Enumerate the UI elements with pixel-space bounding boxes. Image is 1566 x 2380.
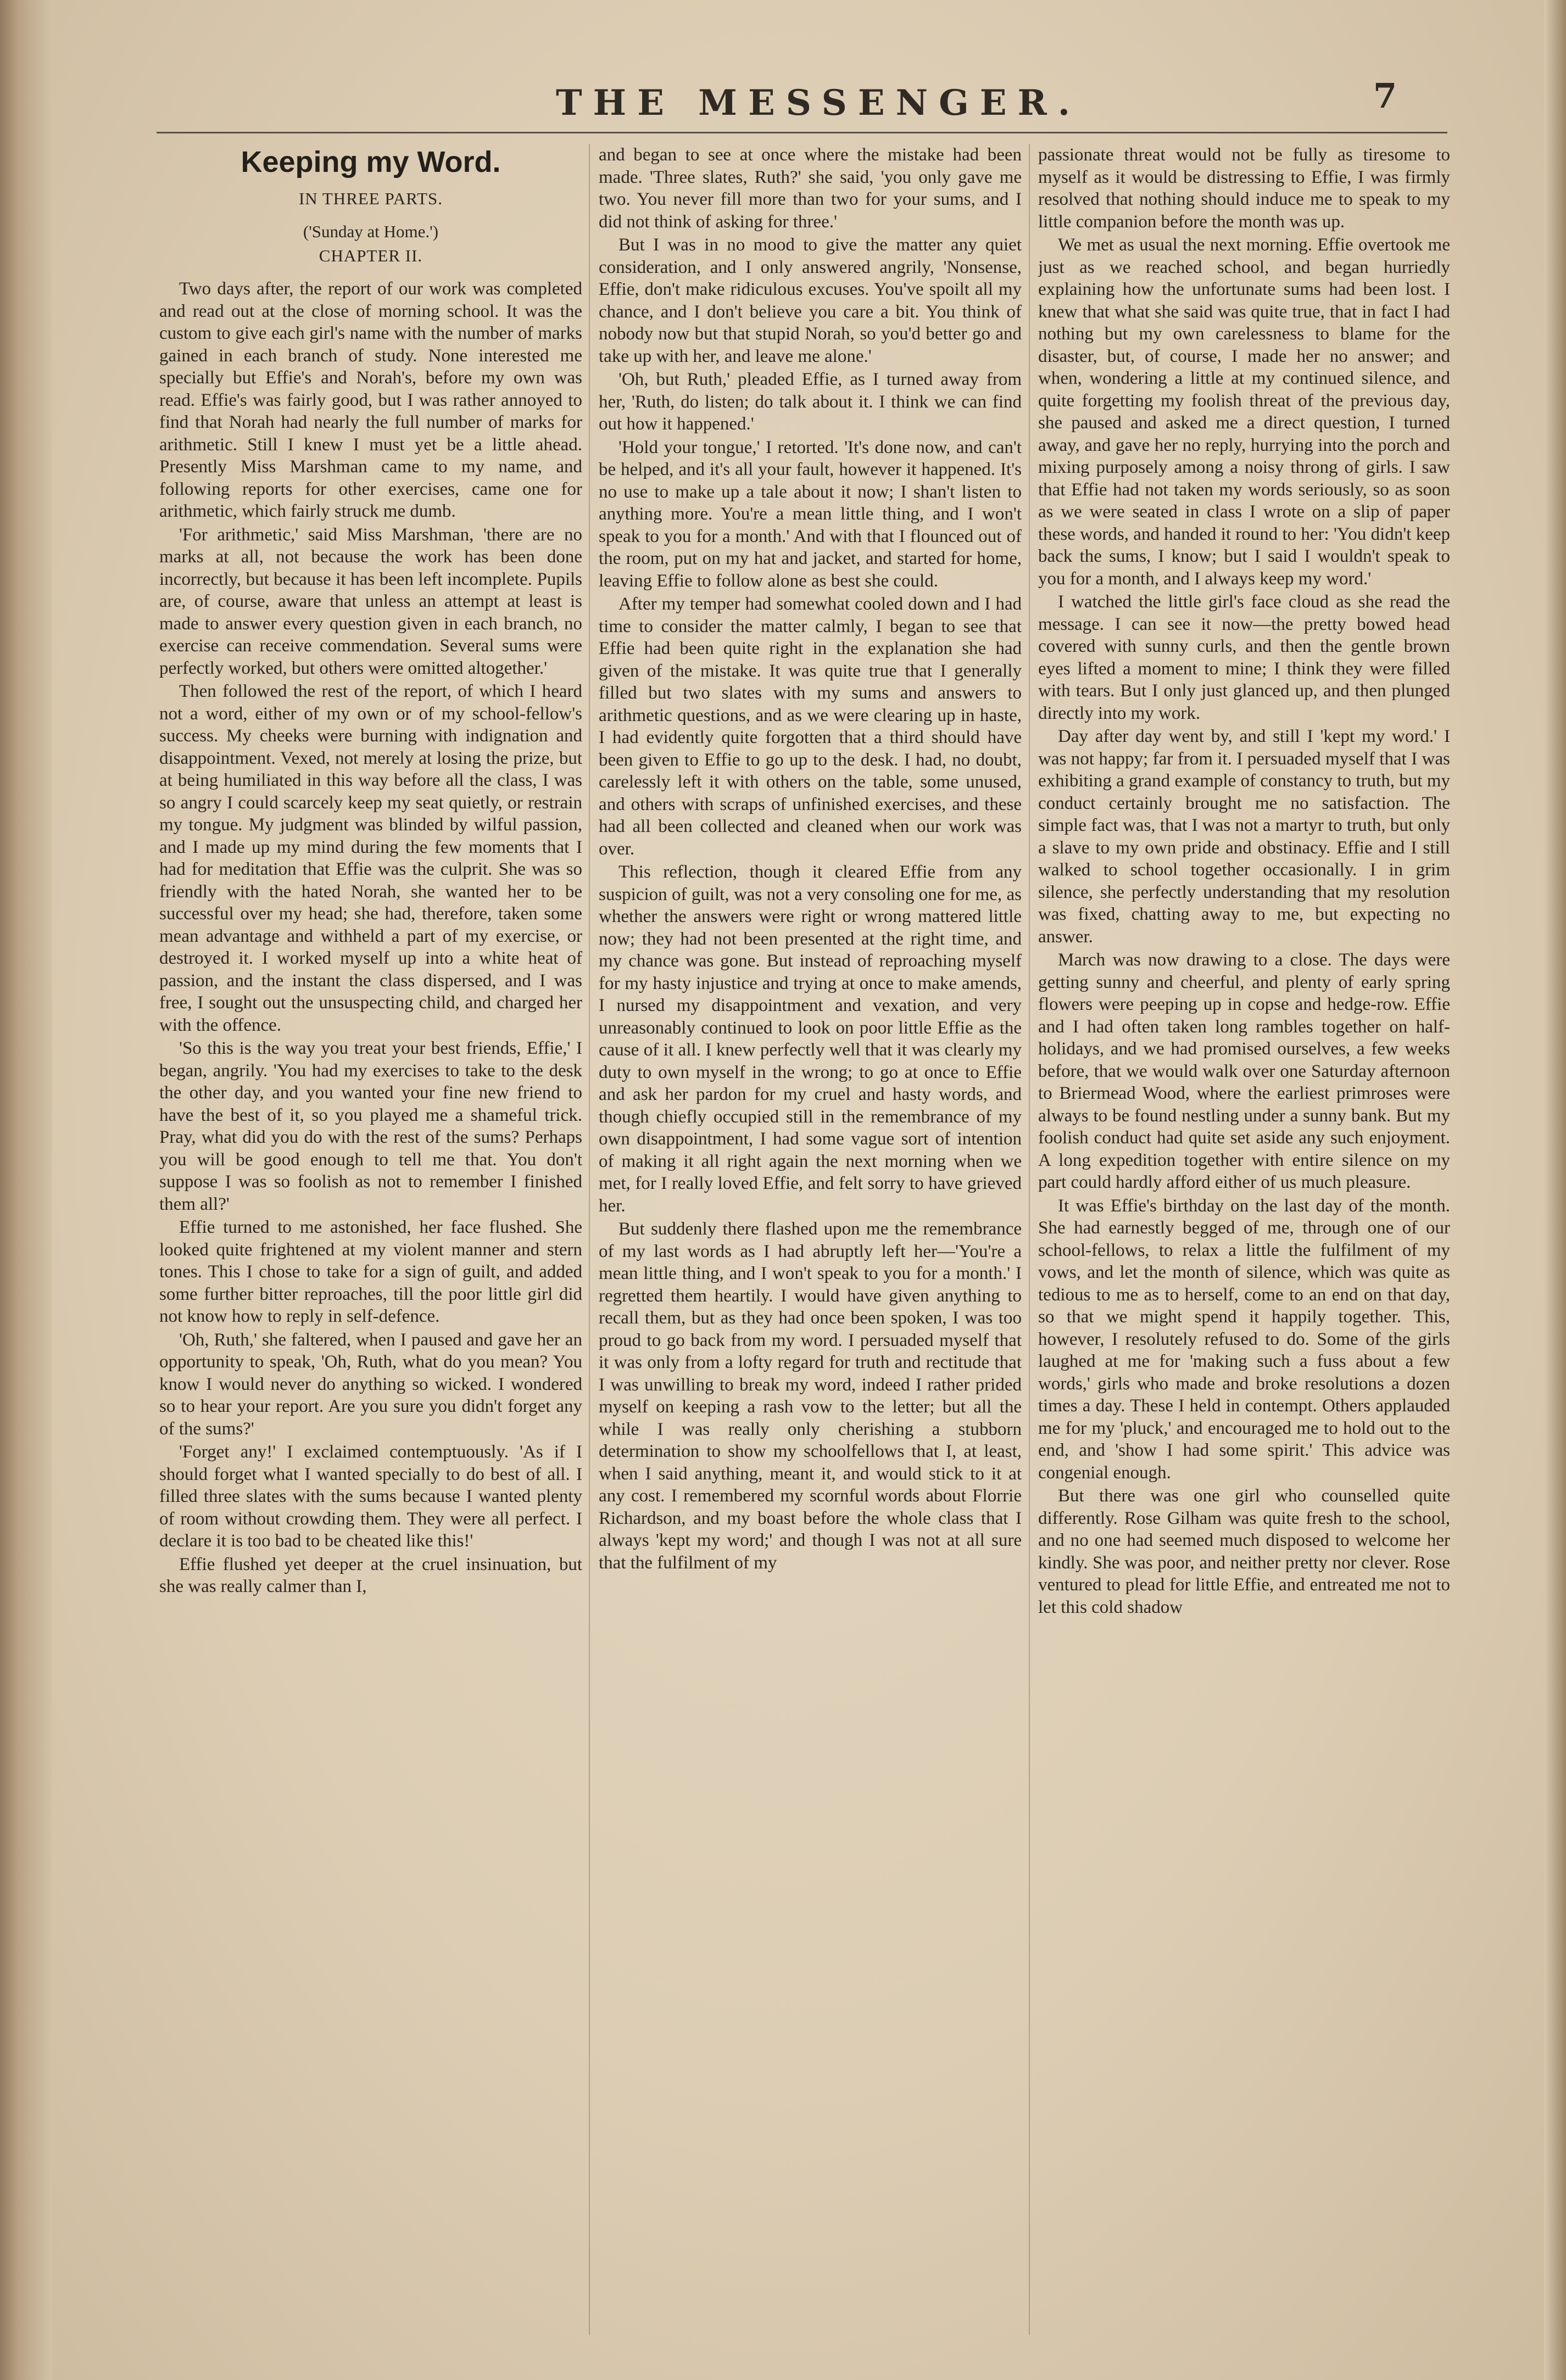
- paragraph: Effie flushed yet deeper at the cruel insinuation, but she was really calmer than I,: [159, 1554, 582, 1596]
- article-title: Keeping my Word.: [241, 146, 501, 178]
- paragraph: and began to see at once where the mistake had been made. 'Three slates, Ruth?' she said, 'you only gave me two. You never fill more than two for your sums, and I did not think of asking for three.': [599, 145, 1022, 232]
- paragraph: March was now drawing to a close. The days were getting sunny and cheerful, and plenty of early spring flowers were peeping up in copse and hedge-row. Effie and I had often taken long rambles together on half-holidays, and we had promised ourselves, a few weeks before, that we would walk over one Saturday afternoon to Briermead Wood, where the earliest primroses were always to be found nestling under a sunny bank. But my foolish conduct had quite set aside any such enjoyment. A long expedition together with entire silence on my part could hardly afford either of us much pleasure.: [1038, 950, 1450, 1192]
- header-rule: [157, 132, 1447, 133]
- column-1: [159, 144, 582, 2335]
- paragraph: But suddenly there flashed upon me the remembrance of my last words as I had abruptly left her—'You're a mean little thing, and I won't speak to you for a month.' I regretted them heartily. I would have given anything to recall them, but as they had once been spoken, I was too proud to go back from my word. I persuaded myself that it was only from a lofty regard for truth and rectitude that I was unwilling to break my word, indeed I rather prided myself on keeping a rash vow to the letter; but all the while I was really only cherishing a stubborn determination to show my schoolfellows that I, at least, when I said anything, meant it, and would stick to it at any cost. I remembered my scornful words about Florrie Richardson, and my boast before the whole class that I always 'kept my word;' and though I was not at all sure that the fulfilment of my: [599, 1219, 1022, 1573]
- paragraph: 'Hold your tongue,' I retorted. 'It's done now, and can't be helped, and it's all your fault, however it happened. It's no use to make up a tale about it now; I shan't listen to anything more. You're a mean little thing, and I won't speak to you for a month.' And with that I flounced out of the room, put on my hat and jacket, and started for home, leaving Effie to follow alone as best she could.: [599, 437, 1022, 591]
- paragraph: After my temper had somewhat cooled down and I had time to consider the matter calmly, I began to see that Effie had been quite right in the explanation she had given of the mistake. It was quite true that I generally filled but two slates with my sums and answers to arithmetic questions, and as we were clearing up in haste, I had evidently quite forgotten that a third should have been given to Effie to go up to the desk. I had, no doubt, carelessly left it with others on the table, some unused, and others with scraps of unfinished exercises, and these had all been collected and cleaned when our work was over.: [599, 594, 1022, 859]
- paragraph: It was Effie's birthday on the last day of the month. She had earnestly begged of me, through one of our school-fellows, to relax a little the fulfilment of my vows, and let the month of silence, which was quite as tedious to me as to herself, come to an end on that day, so that we might spend it happily together. This, however, I resolutely refused to do. Some of the girls laughed at me for 'making such a fuss about a few words,' girls who made and broke resolutions a dozen times a day. These I held in contempt. Others applauded me for my 'pluck,' and encouraged me to hold out to the end, and 'show I had some spirit.' This advice was congenial enough.: [1038, 1195, 1450, 1483]
- column-divider: [1029, 144, 1030, 2335]
- paragraph: This reflection, though it cleared Effie from any suspicion of guilt, was not a very consoling one for me, as whether the answers were right or wrong mattered little now; they had not been presented at the right time, and my chance was gone. But instead of reproaching myself for my hasty injustice and trying at once to make amends, I nursed my disappointment and vexation, and very unreasonably continued to look on poor little Effie as the cause of it all. I knew perfectly well that it was clearly my duty to own myself in the wrong; to go at once to Effie and ask her pardon for my cruel and hasty words, and though chiefly occupied still in the remembrance of my own disappointment, I had some vague sort of intention of making it all right again the next morning when we met, for I really loved Effie, and felt sorry to have grieved her.: [599, 862, 1022, 1216]
- paragraph: Day after day went by, and still I 'kept my word.' I was not happy; far from it. I persuaded myself that I was exhibiting a grand example of constancy to truth, but my conduct certainly brought me no satisfaction. The simple fact was, that I was not a martyr to truth, but only a slave to my own pride and obstinacy. Effie and I still walked to school together occasionally. I in grim silence, she perfectly understanding that my resolution was fixed, chatting away to me, but expecting no answer.: [1038, 727, 1450, 947]
- paragraph: We met as usual the next morning. Effie overtook me just as we reached school, and began hurriedly explaining how the unfortunate sums had been lost. I knew that what she said was quite true, that in fact I had nothing but my own carelessness to blame for the disaster, but, of course, I made her no answer; and when, wondering a little at my continued silence, and quite forgetting my foolish threat of the previous day, she paused and asked me a direct question, I turned away, and gave her no reply, hurrying into the porch and mixing purposely among a noisy throng of girls. I saw that Effie had not taken my words seriously, so as soon as we were seated in class I wrote on a slip of paper these words, and handed it round to her: 'You didn't keep back the sums, I know; but I said I wouldn't speak to you for a month, and I always keep my word.': [1038, 235, 1450, 589]
- paragraph: passionate threat would not be fully as tiresome to myself as it would be distressing to Effie, I was firmly resolved that nothing should induce me to speak to my little companion before the month was up.: [1038, 145, 1450, 232]
- paragraph: I watched the little girl's face cloud as she read the message. I can see it now—the pretty bowed head covered with sunny curls, and then the gentle brown eyes lifted a moment to mine; I think they were filled with tears. But I only just glanced up, and then plunged directly into my work.: [1038, 592, 1450, 723]
- page-edge-shadow-left: [0, 0, 52, 2380]
- paragraph: 'So this is the way you treat your best friends, Effie,' I began, angrily. 'You had my exercises to take to the desk the other day, and you wanted your fine new friend to have the best of it, so you played me a shameful trick. Pray, what did you do with the rest of the sums? Perhaps you will be good enough to tell me that. You don't suppose I was so foolish as not to remember I finished them all?': [159, 1038, 582, 1214]
- column-2: [599, 144, 1022, 2335]
- paragraph: Then followed the rest of the report, of which I heard not a word, either of my own or of my school-fellow's success. My cheeks were burning with indignation and disappointment. Vexed, not merely at losing the prize, but at being humiliated in this way before all the class, I was so angry I could scarcely keep my seat quietly, or restrain my tongue. My judgment was blinded by wilful passion, and I made up my mind during the few moments that I had for meditation that Effie was the culprit. She was so friendly with the hated Norah, she wanted her to be successful over my head; she had, therefore, taken some mean advantage and withheld a part of my exercise, or destroyed it. I worked myself up into a white heat of passion, and the instant the class dispersed, and I was free, I sought out the unsuspecting child, and charged her with the offence.: [159, 681, 582, 1035]
- page-number: 7: [1373, 76, 1397, 116]
- article-subhead: IN THREE PARTS.: [298, 189, 443, 208]
- paragraph: 'Oh, but Ruth,' pleaded Effie, as I turned away from her, 'Ruth, do listen; do talk about it. I think we can find out how it happened.': [599, 370, 1022, 434]
- paragraph: But there was one girl who counselled quite differently. Rose Gilham was quite fresh to the school, and no one had seemed much disposed to welcome her kindly. She was poor, and neither pretty nor clever. Rose ventured to plead for little Effie, and entreated me not to let this cold shadow: [1038, 1486, 1450, 1617]
- chapter-heading: CHAPTER II.: [319, 246, 423, 265]
- paragraph: But I was in no mood to give the matter any quiet consideration, and I only answered angrily, 'Nonsense, Effie, don't make ridiculous excuses. You've spoilt all my chance, and I don't believe you care a bit. You think of nobody now but that stupid Norah, so you'd better go and take up with her, and leave me alone.': [599, 235, 1022, 366]
- paragraph: Two days after, the report of our work was completed and read out at the close of morning school. It was the custom to give each girl's name with the number of marks gained in each branch of study. None interested me specially but Effie's and Norah's, before my own was read. Effie's was fairly good, but I was rather annoyed to find that Norah had nearly the full number of marks for arithmetic. Still I knew I must yet be a little ahead. Presently Miss Marshman came to my name, and following reports for other exercises, came one for arithmetic, which fairly struck me dumb.: [159, 279, 582, 521]
- paragraph: 'Forget any!' I exclaimed contemptuously. 'As if I should forget what I wanted specially to do best of all. I filled three slates with the sums because I wanted plenty of room without crowding them. They were all perfect. I declare it is too bad to be cheated like this!': [159, 1442, 582, 1551]
- paragraph: Effie turned to me astonished, her face flushed. She looked quite frightened at my violent manner and stern tones. This I chose to take for a sign of guilt, and added some further bitter reproaches, till the poor little girl did not know how to reply in self-defence.: [159, 1217, 582, 1326]
- masthead: THE MESSENGER.: [556, 82, 1081, 124]
- paragraph: 'For arithmetic,' said Miss Marshman, 'there are no marks at all, not because the work has been done incorrectly, but because it has been left incomplete. Pupils are, of course, aware that unless an attempt at least is made to answer every question given in each branch, no exercise can receive commendation. Several sums were perfectly worked, but others were omitted altogether.': [159, 524, 582, 678]
- column-3: [1038, 144, 1450, 2335]
- column-divider: [589, 144, 590, 2335]
- page-edge-shadow-right: [1544, 0, 1566, 2380]
- article-source: ('Sunday at Home.'): [303, 222, 439, 241]
- paragraph: 'Oh, Ruth,' she faltered, when I paused and gave her an opportunity to speak, 'Oh, Ruth, what do you mean? You know I would never do anything so wicked. I wondered so to hear your report. Are you sure you didn't forget any of the sums?': [159, 1329, 582, 1439]
